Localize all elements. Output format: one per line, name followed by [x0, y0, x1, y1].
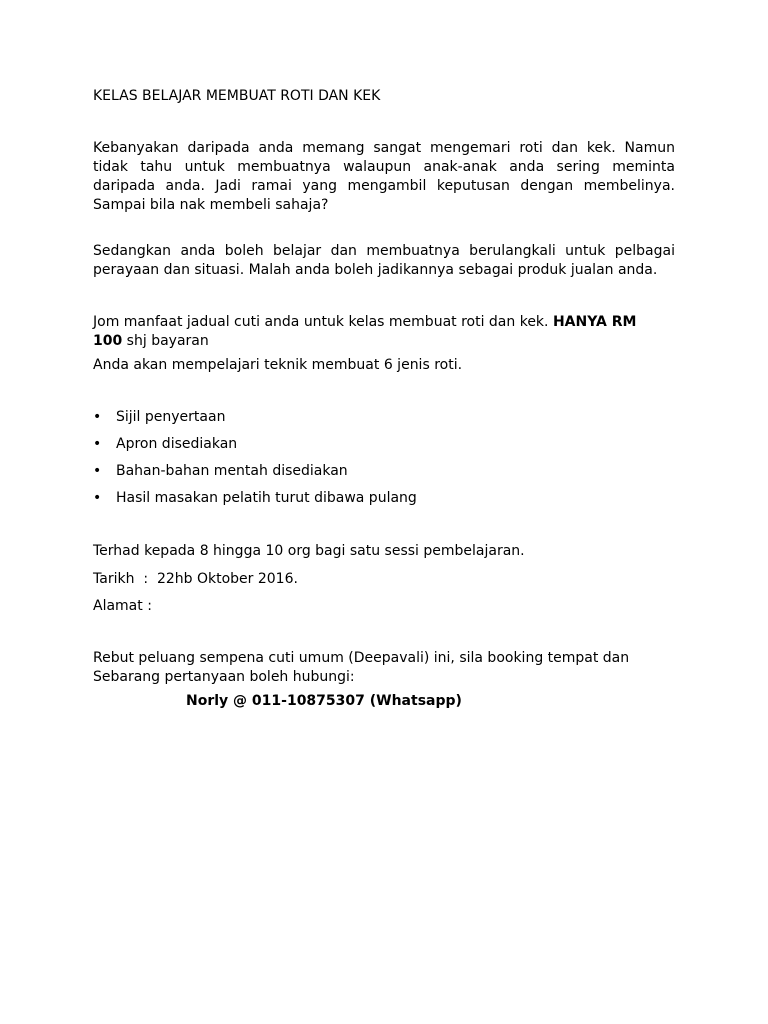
intro-line: daripada anda. Jadi ramai yang mengambil keputusan dengan membelinya.: [93, 178, 675, 194]
list-item-text: Apron disediakan: [116, 436, 238, 452]
address-label: Alamat :: [93, 598, 152, 614]
contact-info: Norly @ 011-10875307 (Whatsapp): [186, 693, 462, 709]
document-title: KELAS BELAJAR MEMBUAT ROTI DAN KEK: [93, 88, 381, 104]
learn-line: Sedangkan anda boleh belajar dan membuatnya berulangkali untuk pelbagai: [93, 243, 675, 259]
list-item: [93, 489, 417, 508]
intro-line: tidak tahu untuk membuatnya walaupun anak-anak anda sering meminta: [93, 159, 675, 175]
intro-paragraph: [93, 139, 675, 215]
intro-line: Kebanyakan daripada anda memang sangat mengemari roti dan kek. Namun: [93, 140, 675, 156]
list-item: [93, 462, 417, 481]
list-item-text: Hasil masakan pelatih turut dibawa pulang: [116, 490, 417, 506]
booking-paragraph: [93, 649, 675, 687]
bullet-icon: •: [93, 490, 102, 506]
bullet-icon: •: [93, 409, 102, 425]
bullet-icon: •: [93, 463, 102, 479]
learn-line: perayaan dan situasi. Malah anda boleh jadikannya sebagai produk jualan anda.: [93, 262, 658, 278]
benefits-list: [93, 408, 417, 516]
list-item-text: Bahan-bahan mentah disediakan: [116, 463, 348, 479]
intro-line: Sampai bila nak membeli sahaja?: [93, 197, 329, 213]
price-line-2: [93, 332, 675, 351]
booking-line: Sebarang pertanyaan boleh hubungi:: [93, 669, 355, 685]
technique-paragraph: Anda akan mempelajari teknik membuat 6 jenis roti.: [93, 357, 463, 373]
price-suffix: shj bayaran: [122, 333, 209, 349]
learn-paragraph: [93, 242, 675, 280]
list-item: [93, 435, 417, 454]
date-text: Tarikh : 22hb Oktober 2016.: [93, 571, 298, 587]
list-item: [93, 408, 417, 427]
price-bold-1: HANYA RM: [552, 314, 637, 330]
list-item-text: Sijil penyertaan: [116, 409, 226, 425]
booking-line: Rebut peluang sempena cuti umum (Deepavali) ini, sila booking tempat dan: [93, 650, 630, 666]
price-line-1: [93, 313, 675, 332]
price-intro: Jom manfaat jadual cuti anda untuk kelas membuat roti dan kek.: [93, 314, 553, 330]
limit-text: Terhad kepada 8 hingga 10 org bagi satu sessi pembelajaran.: [93, 543, 525, 559]
price-bold-2: 100: [93, 333, 123, 349]
price-paragraph: [93, 313, 675, 351]
bullet-icon: •: [93, 436, 102, 452]
